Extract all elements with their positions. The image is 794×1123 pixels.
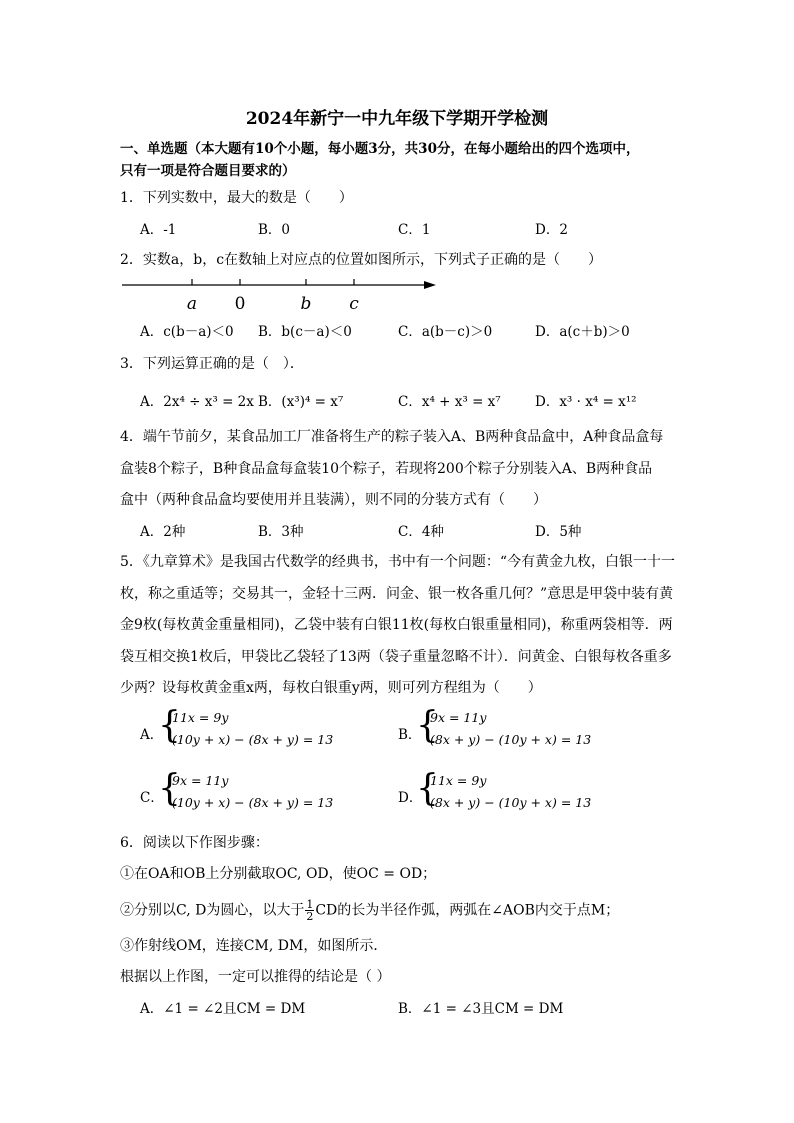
q5-option-c-label: C． [140,790,164,806]
fraction-numerator: 1 [306,898,314,911]
q2-option-c: C．a(b－c)＞0 [398,324,493,340]
q5-option-a-brace: { [158,705,181,746]
q5-option-a-eq1: 11x = 9y [172,710,229,725]
q5-option-a-label: A． [140,727,164,743]
q4-option-a: A．2种 [140,524,186,540]
q5-line-3: 金9枚(每枚黄金重量相同)，乙袋中装有白银11枚(每枚白银重量相同)，称重两袋相等．两 [120,617,673,633]
q5-option-c-eq1: 9x = 11y [172,773,229,788]
q5-option-c-eq2: (10y + x) − (8x + y) = 13 [172,795,334,810]
q5-option-c-brace: { [158,768,181,809]
q5-option-d-eq2: (8x + y) − (10y + x) = 13 [430,795,592,810]
q5-line-1: 5．《九章算术》是我国古代数学的经典书，书中有一个问题：“今有黄金九枚，白银一十一 [120,554,676,570]
q5-option-b-eq1: 9x = 11y [430,710,487,725]
page-title: 2024年新宁一中九年级下学期开学检测 [245,109,549,129]
q4-line-2: 盒装8个粽子，B种食品盒每盒装10个粽子，若现将200个粽子分别装入A、B两种食品 [120,461,653,477]
q5-option-a-eq2: (10y + x) − (8x + y) = 13 [172,732,334,747]
q2-stem: 2．实数a，b，c在数轴上对应点的位置如图所示，下列式子正确的是（ ） [120,252,603,268]
q1-stem: 1．下列实数中，最大的数是（ ） [120,190,353,206]
q6-option-a: A．∠1 = ∠2且CM = DM [140,1001,306,1017]
q4-option-d: D．5种 [535,524,582,540]
q5-line-5: 少两？设每枚黄金重x两，每枚白银重y两，则可列方程组为（ ） [120,680,542,696]
q2-option-d: D．a(c＋b)＞0 [535,324,630,340]
section-heading-line1: 一、单选题（本大题有10个小题，每小题3分，共30分，在每小题给出的四个选项中， [120,141,640,157]
q5-option-b-label: B． [398,727,422,743]
axis-label-c: c [349,294,359,314]
q6-step-1: ①在OA和OB上分别截取OC, OD，使OC = OD； [120,866,437,882]
q4-option-b: B．3种 [258,524,304,540]
q6-step-2 [120,899,619,922]
q6-step-3: ③作射线OM，连接CM, DM，如图所示． [120,938,388,954]
fraction-half [305,899,314,922]
q5-option-b-eq2: (8x + y) − (10y + x) = 13 [430,732,592,747]
q2-option-b: B．b(c－a)＜0 [258,324,352,340]
q5-line-4: 袋互相交换1枚后，甲袋比乙袋轻了13两（袋子重量忽略不计）．问黄金、白银每枚各重多 [120,649,672,665]
axis-label-0: 0 [234,294,246,314]
fraction-denominator: 2 [306,910,314,923]
q3-option-a: A．2x⁴ ÷ x³ = 2x [140,394,254,410]
q3-stem: 3．下列运算正确的是（ ）． [120,356,304,372]
q6-stem: 6．阅读以下作图步骤： [120,835,269,851]
section-heading-line2: 只有一项是符合题目要求的） [120,163,296,179]
axis-label-a: a [186,294,198,314]
q1-option-b: B．0 [258,222,291,238]
q4-line-3: 盒中（两种食品盒均要使用并且装满），则不同的分装方式有（ ） [120,492,547,508]
q1-option-c: C．1 [398,222,431,238]
q4-line-1: 4．端午节前夕，某食品加工厂准备将生产的粽子装入A、B两种食品盒中，A种食品盒每 [120,429,664,445]
q6-option-b: B．∠1 = ∠3且CM = DM [398,1001,564,1017]
q4-option-c: C．4种 [398,524,444,540]
q1-option-d: D．2 [535,222,568,238]
number-line-arrow [424,281,436,289]
number-line-figure [118,272,448,316]
q3-option-b: B．(x³)⁴ = x⁷ [258,394,344,410]
q5-option-b-brace: { [416,705,439,746]
q5-line-2: 枚，称之重适等；交易其一，金轻十三两．问金、银一枚各重几何？”意思是甲袋中装有黄 [120,586,674,602]
q5-option-d-brace: { [416,768,439,809]
axis-label-b: b [300,294,312,314]
q3-option-d: D．x³ · x⁴ = x¹² [535,394,637,410]
q6-conclusion: 根据以上作图，一定可以推得的结论是（ ） [120,969,391,985]
q1-option-a: A．-1 [140,222,177,238]
q3-option-c: C．x⁴ + x³ = x⁷ [398,394,501,410]
q5-option-d-label: D． [398,790,423,806]
q5-option-d-eq1: 11x = 9y [430,773,487,788]
q6-step-2-post: CD的长为半径作弧，两弧在∠AOB内交于点M； [315,902,620,919]
q2-option-a: A．c(b－a)＜0 [140,324,234,340]
q6-step-2-pre: ②分别以C, D为圆心，以大于 [120,902,305,919]
